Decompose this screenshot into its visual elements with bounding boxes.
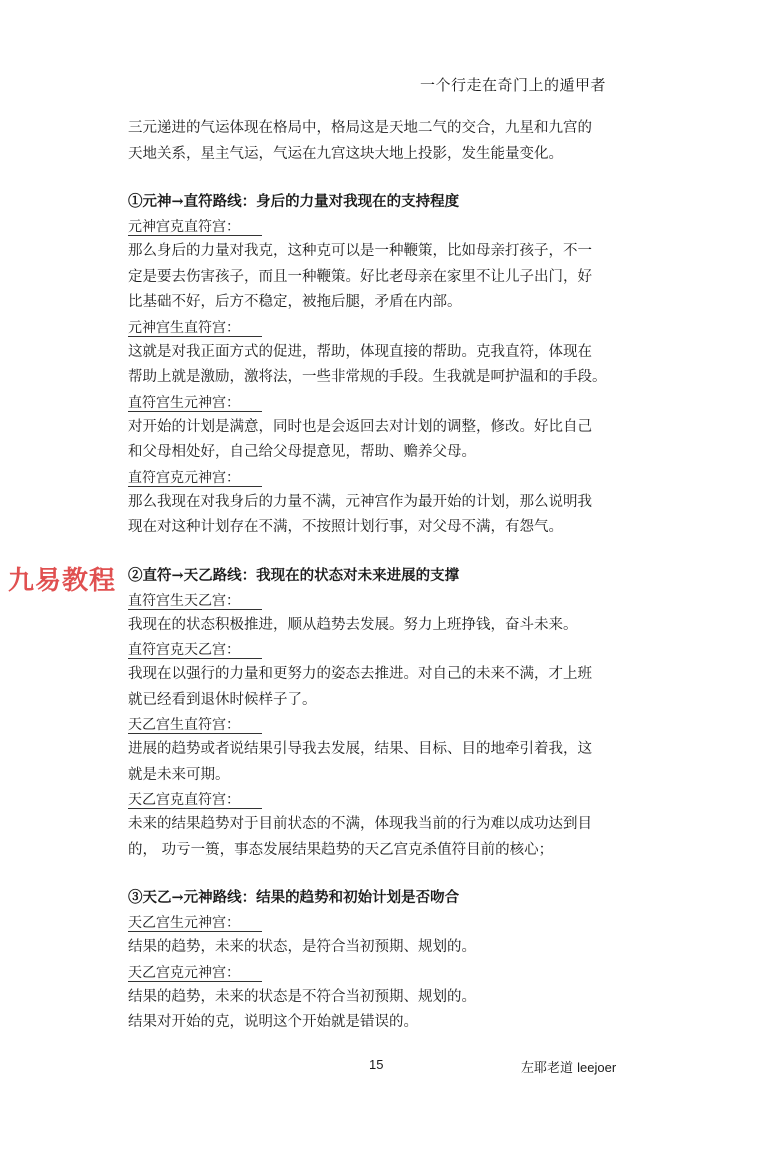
paragraph-line: 现在对这种计划存在不满，不按照计划行事，对父母不满，有怨气。 — [128, 519, 563, 535]
page-number: 15 — [369, 1057, 384, 1072]
paragraph-line: 结果对开始的克，说明这个开始就是错误的。 — [128, 1014, 418, 1030]
page-header-title: 一个行走在奇门上的遁甲者 — [419, 76, 606, 94]
paragraph-line: 未来的结果趋势对于目前状态的不满，体现我当前的行为难以成功达到目 — [128, 816, 592, 832]
paragraph-line: 和父母相处好，自己给父母提意见，帮助、赡养父母。 — [128, 444, 476, 460]
paragraph-line: 比基础不好，后方不稳定，被拖后腿，矛盾在内部。 — [128, 294, 462, 310]
subheading: 直符宫生天乙宫： — [128, 589, 638, 613]
author-name-latin: leejoer — [577, 1060, 617, 1075]
paragraph-line: 定是要去伤害孩子，而且一种鞭策。好比老母亲在家里不让儿子出门，好 — [128, 268, 592, 285]
paragraph-line: 就是未来可期。 — [128, 766, 230, 783]
body-text — [128, 116, 638, 1036]
paragraph-line: 对开始的计划是满意，同时也是会返回去对计划的调整，修改。好比自己 — [128, 418, 592, 435]
paragraph-line: 那么身后的力量对我克，这种克可以是一种鞭策，比如母亲打孩子，不一 — [128, 243, 592, 259]
subheading: 天乙宫克元神宫： — [128, 961, 638, 985]
section-heading: ③天乙→元神路线：结果的趋势和初始计划是否吻合 — [128, 889, 460, 906]
intro-line: 三元递进的气运体现在格局中，格局这是天地二气的交合，九星和九宫的 — [128, 120, 592, 136]
paragraph-line: 结果的趋势，未来的状态，是符合当初预期、规划的。 — [128, 939, 476, 955]
subheading: 直符宫克天乙宫： — [128, 638, 638, 662]
paragraph-line: 进展的趋势或者说结果引导我去发展，结果、目标、目的地牵引着我，这 — [128, 741, 592, 757]
paragraph-line: 结果的趋势，未来的状态是不符合当初预期、规划的。 — [128, 988, 476, 1005]
paragraph-line: 的， 功亏一篑，事态发展结果趋势的天乙宫克杀值符目前的核心； — [128, 841, 554, 858]
paragraph-line: 就已经看到退休时候样子了。 — [128, 691, 317, 708]
subheading: 直符宫生元神宫： — [128, 391, 638, 415]
subheading: 直符宫克元神宫： — [128, 466, 638, 490]
paragraph-line: 帮助上就是激励，激将法，一些非常规的手段。生我就是呵护温和的手段。 — [128, 369, 607, 385]
author-name-cn: 左耶老道 — [521, 1061, 574, 1076]
paragraph-line: 我现在以强行的力量和更努力的姿态去推进。对自己的未来不满，才上班 — [128, 666, 592, 682]
footer-author — [521, 1057, 616, 1076]
paragraph-line: 这就是对我正面方式的促进，帮助，体现直接的帮助。克我直符，体现在 — [128, 343, 592, 360]
subheading: 元神宫克直符宫： — [128, 215, 638, 239]
section-heading: ②直符→天乙路线：我现在的状态对未来进展的支撑 — [128, 566, 460, 584]
subheading: 天乙宫生直符宫： — [128, 713, 638, 737]
paragraph-line: 我现在的状态积极推进，顺从趋势去发展。努力上班挣钱，奋斗未来。 — [128, 616, 578, 633]
section-heading: ①元神→直符路线：身后的力量对我现在的支持程度 — [128, 193, 460, 210]
subheading: 天乙宫生元神宫： — [128, 911, 638, 935]
paragraph-line: 那么我现在对我身后的力量不满，元神宫作为最开始的计划，那么说明我 — [128, 493, 592, 510]
subheading: 元神宫生直符宫： — [128, 316, 638, 340]
subheading: 天乙宫克直符宫： — [128, 788, 638, 812]
watermark-logo: 九易教程 — [8, 566, 117, 596]
intro-line: 天地关系，星主气运，气运在九宫这块大地上投影，发生能量变化。 — [128, 145, 563, 162]
